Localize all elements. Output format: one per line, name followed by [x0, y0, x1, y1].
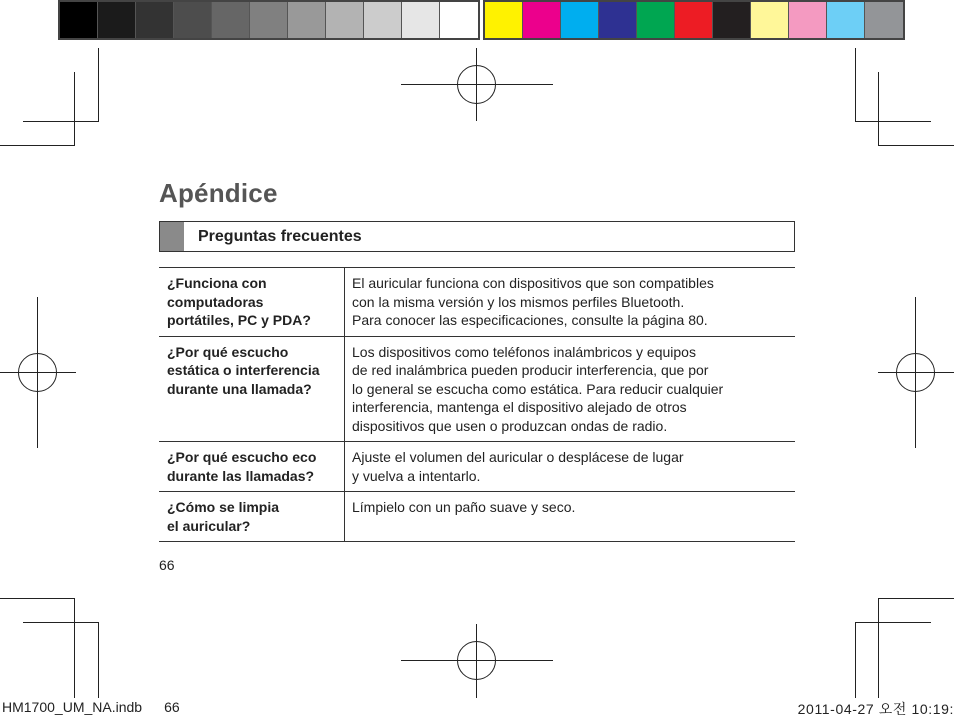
- crop-mark: [878, 72, 879, 145]
- faq-table: [159, 267, 795, 542]
- faq-question: [159, 492, 345, 542]
- faq-question-line: portátiles, PC y PDA?: [167, 312, 311, 328]
- grayscale-color-bar: [58, 0, 480, 40]
- crop-mark: [23, 622, 99, 623]
- crop-mark: [878, 145, 954, 146]
- faq-question-line: estática o interferencia: [167, 362, 320, 378]
- faq-answer: [345, 268, 796, 337]
- faq-question: [159, 268, 345, 337]
- section-heading: Preguntas frecuentes: [198, 228, 362, 245]
- faq-answer: [345, 492, 796, 542]
- color-swatch: [440, 2, 478, 38]
- faq-question-line: ¿Funciona con: [167, 275, 267, 291]
- faq-row: [159, 268, 795, 337]
- section-heading-box: [159, 221, 795, 252]
- crop-mark: [878, 598, 954, 599]
- color-swatch: [675, 2, 713, 38]
- faq-answer-line: y vuelva a intentarlo.: [352, 467, 481, 484]
- faq-row: [159, 492, 795, 542]
- color-swatch: [288, 2, 326, 38]
- color-swatch: [485, 2, 523, 38]
- faq-row: [159, 442, 795, 492]
- faq-answer-line: Para conocer las especificaciones, consulte la página 80.: [352, 312, 708, 328]
- faq-question-line: ¿Por qué escucho: [167, 343, 289, 360]
- color-swatch: [136, 2, 174, 38]
- crop-mark: [855, 121, 931, 122]
- crop-mark: [74, 598, 75, 698]
- crop-mark: [74, 72, 75, 145]
- registration-circle: [457, 65, 496, 104]
- process-color-bar: [483, 0, 905, 40]
- faq-answer: [345, 336, 796, 442]
- color-swatch: [523, 2, 561, 38]
- footer-file-page: 66: [164, 699, 180, 715]
- faq-answer-line: de red inalámbrica pueden producir interferencia, que por: [352, 362, 709, 378]
- registration-circle: [896, 353, 935, 392]
- color-swatch: [98, 2, 136, 38]
- color-swatch: [174, 2, 212, 38]
- color-swatch: [789, 2, 827, 38]
- faq-question-line: ¿Cómo se limpia: [167, 499, 280, 515]
- faq-question: [159, 336, 345, 442]
- faq-answer-line: interferencia, mantenga el dispositivo alejado de otros: [352, 399, 687, 415]
- color-swatch: [402, 2, 440, 38]
- color-swatch: [827, 2, 865, 38]
- color-swatch: [60, 2, 98, 38]
- faq-question-line: ¿Por qué escucho eco: [167, 449, 317, 465]
- crop-mark: [855, 48, 856, 121]
- crop-mark: [855, 622, 856, 698]
- footer-file-name: HM1700_UM_NA.indb: [2, 699, 143, 715]
- faq-question-line: durante una llamada?: [167, 380, 312, 397]
- page-title: Apéndice: [159, 178, 278, 208]
- color-swatch: [212, 2, 250, 38]
- faq-answer-line: Límpielo con un paño suave y seco.: [352, 499, 576, 515]
- color-swatch: [637, 2, 675, 38]
- crop-mark: [878, 598, 879, 698]
- faq-question-line: computadoras: [167, 293, 264, 310]
- crop-mark: [98, 622, 99, 698]
- faq-answer-line: Ajuste el volumen del auricular o desplácese de lugar: [352, 449, 684, 465]
- footer-timestamp: 2011-04-27 오전 10:19:: [797, 701, 954, 717]
- faq-answer-line: El auricular funciona con dispositivos que son compatibles: [352, 275, 714, 291]
- crop-mark: [0, 145, 75, 146]
- color-swatch: [561, 2, 599, 38]
- crop-mark: [23, 121, 99, 122]
- crop-mark: [0, 598, 75, 599]
- color-swatch: [364, 2, 402, 38]
- registration-circle: [457, 641, 496, 680]
- faq-answer-line: lo general se escucha como estática. Para reducir cualquier: [352, 380, 724, 397]
- faq-answer-line: dispositivos que usen o produzcan ondas de radio.: [352, 417, 668, 434]
- faq-answer-line: Los dispositivos como teléfonos inalámbricos y equipos: [352, 343, 696, 360]
- crop-mark: [98, 48, 99, 121]
- faq-question: [159, 442, 345, 492]
- registration-circle: [18, 353, 57, 392]
- color-swatch: [713, 2, 751, 38]
- faq-question-line: durante las llamadas?: [167, 467, 315, 484]
- page-number: 66: [159, 557, 175, 573]
- faq-row: [159, 336, 795, 442]
- faq-question-line: el auricular?: [167, 517, 251, 534]
- color-swatch: [599, 2, 637, 38]
- crop-mark: [855, 622, 931, 623]
- faq-answer: [345, 442, 796, 492]
- color-swatch: [751, 2, 789, 38]
- color-swatch: [865, 2, 903, 38]
- faq-answer-line: con la misma versión y los mismos perfiles Bluetooth.: [352, 293, 685, 310]
- section-tab-marker: [160, 222, 184, 251]
- color-swatch: [326, 2, 364, 38]
- footer-file-info: [2, 699, 180, 715]
- color-swatch: [250, 2, 288, 38]
